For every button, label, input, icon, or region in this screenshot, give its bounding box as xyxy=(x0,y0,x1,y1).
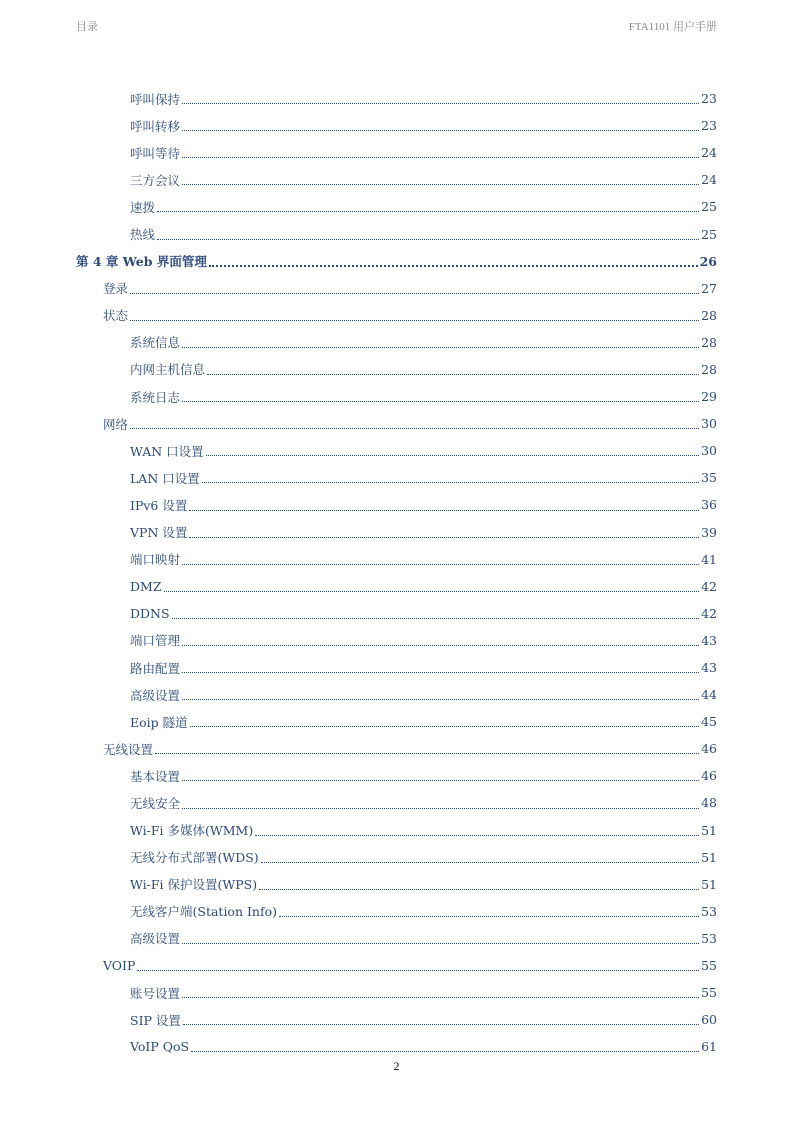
dot-leader xyxy=(182,698,699,700)
toc-entry[interactable] xyxy=(0,437,793,464)
toc-entry-title: 速拨 xyxy=(130,199,156,215)
dot-leader xyxy=(189,509,699,511)
dot-leader xyxy=(182,671,699,673)
toc-entry-page: 24 xyxy=(701,145,717,161)
toc-entry-title: 高级设置 xyxy=(130,931,181,947)
toc-entry-title: 路由配置 xyxy=(130,660,181,676)
table-of-contents xyxy=(0,85,793,1060)
toc-entry-title: Wi-Fi 保护设置(WPS) xyxy=(130,877,258,893)
dot-leader xyxy=(207,373,699,375)
toc-entry[interactable] xyxy=(0,789,793,816)
toc-entry-page: 43 xyxy=(701,632,717,648)
toc-entry-title: 高级设置 xyxy=(130,687,181,703)
toc-entry[interactable] xyxy=(0,979,793,1006)
toc-entry-title: WAN 口设置 xyxy=(130,443,204,459)
header-section-title: 目录 xyxy=(76,21,98,33)
dot-leader xyxy=(182,400,699,402)
toc-entry-page: 42 xyxy=(701,605,717,621)
toc-entry-page: 42 xyxy=(701,578,717,594)
toc-entry-title: 端口映射 xyxy=(130,552,181,568)
dot-leader xyxy=(182,807,699,809)
toc-entry[interactable] xyxy=(0,491,793,518)
toc-entry-title: 系统日志 xyxy=(130,389,181,405)
toc-entry-title: 网络 xyxy=(103,416,129,432)
page-number: 2 xyxy=(393,1059,400,1073)
toc-entry-page: 53 xyxy=(701,930,717,946)
toc-entry-title: 热线 xyxy=(130,227,156,243)
dot-leader xyxy=(206,454,699,456)
dot-leader xyxy=(183,1023,699,1025)
toc-entry-page: 46 xyxy=(701,741,717,757)
dot-leader xyxy=(182,102,699,104)
toc-entry[interactable] xyxy=(0,600,793,627)
toc-entry[interactable] xyxy=(0,329,793,356)
toc-entry-page: 43 xyxy=(701,660,717,676)
dot-leader xyxy=(182,183,699,185)
dot-leader xyxy=(261,861,699,863)
toc-entry-title: 系统信息 xyxy=(130,335,181,351)
dot-leader xyxy=(189,536,699,538)
toc-entry-page: 23 xyxy=(701,91,717,107)
toc-entry[interactable] xyxy=(0,275,793,302)
dot-leader xyxy=(164,590,700,592)
toc-entry-page: 48 xyxy=(701,795,717,811)
dot-leader xyxy=(255,834,699,836)
toc-entry[interactable] xyxy=(0,898,793,925)
toc-entry[interactable] xyxy=(0,708,793,735)
toc-entry-title: VoIP QoS xyxy=(130,1039,190,1055)
dot-leader xyxy=(137,969,699,971)
toc-entry-page: 51 xyxy=(701,822,717,838)
dot-leader xyxy=(209,264,698,267)
dot-leader xyxy=(155,752,699,754)
toc-entry[interactable] xyxy=(0,844,793,871)
dot-leader xyxy=(279,915,699,917)
toc-entry-page: 26 xyxy=(699,253,717,269)
toc-entry-title: DDNS xyxy=(130,605,170,621)
toc-entry[interactable] xyxy=(0,85,793,112)
dot-leader xyxy=(202,481,699,483)
toc-entry-page: 28 xyxy=(701,334,717,350)
dot-leader xyxy=(259,888,699,890)
dot-leader xyxy=(182,129,699,131)
toc-entry-page: 25 xyxy=(701,226,717,242)
toc-entry-title: 登录 xyxy=(103,281,129,297)
toc-entry-title: 状态 xyxy=(103,308,129,324)
toc-entry-page: 53 xyxy=(701,903,717,919)
toc-entry-page: 45 xyxy=(701,714,717,730)
toc-entry-title: 基本设置 xyxy=(130,768,181,784)
toc-entry-page: 51 xyxy=(701,876,717,892)
toc-entry[interactable] xyxy=(0,654,793,681)
toc-entry[interactable] xyxy=(0,166,793,193)
toc-entry-title: VPN 设置 xyxy=(130,525,188,541)
toc-entry-title: 账号设置 xyxy=(130,985,181,1001)
toc-entry-title: IPv6 设置 xyxy=(130,497,188,513)
toc-entry[interactable] xyxy=(0,410,793,437)
toc-entry-page: 51 xyxy=(701,849,717,865)
toc-entry-title: LAN 口设置 xyxy=(130,470,200,486)
toc-entry[interactable] xyxy=(0,302,793,329)
toc-entry-page: 28 xyxy=(701,307,717,323)
dot-leader xyxy=(130,427,699,429)
toc-entry[interactable] xyxy=(0,248,793,275)
dot-leader xyxy=(157,238,699,240)
toc-entry-page: 30 xyxy=(701,443,717,459)
toc-entry[interactable] xyxy=(0,1006,793,1033)
dot-leader xyxy=(190,725,699,727)
toc-entry-page: 30 xyxy=(701,416,717,432)
toc-entry-page: 61 xyxy=(701,1039,717,1055)
toc-entry[interactable] xyxy=(0,681,793,708)
toc-entry[interactable] xyxy=(0,762,793,789)
toc-entry-title: 无线客户端(Station Info) xyxy=(130,904,278,920)
toc-entry[interactable] xyxy=(0,220,793,247)
toc-entry-page: 27 xyxy=(701,280,717,296)
toc-entry-page: 28 xyxy=(701,361,717,377)
dot-leader xyxy=(182,644,699,646)
toc-entry[interactable] xyxy=(0,112,793,139)
dot-leader xyxy=(182,346,699,348)
dot-leader xyxy=(157,210,699,212)
dot-leader xyxy=(182,779,699,781)
toc-entry[interactable] xyxy=(0,139,793,166)
toc-entry[interactable] xyxy=(0,1033,793,1060)
toc-entry-page: 39 xyxy=(701,524,717,540)
toc-entry-title: VOIP xyxy=(103,958,136,974)
toc-entry-page: 60 xyxy=(701,1012,717,1028)
toc-entry[interactable] xyxy=(0,464,793,491)
toc-entry[interactable] xyxy=(0,573,793,600)
dot-leader xyxy=(172,617,700,619)
toc-entry-title: 无线安全 xyxy=(130,795,181,811)
toc-entry-page: 36 xyxy=(701,497,717,513)
toc-entry[interactable] xyxy=(0,356,793,383)
dot-leader xyxy=(182,563,699,565)
toc-entry-title: 呼叫等待 xyxy=(130,145,181,161)
toc-entry-title: SIP 设置 xyxy=(130,1012,181,1028)
dot-leader xyxy=(182,156,699,158)
toc-entry-title: 无线分布式部署(WDS) xyxy=(130,850,259,866)
toc-entry-page: 35 xyxy=(701,470,717,486)
toc-entry-title: 第 4 章 Web 界面管理 xyxy=(76,254,207,270)
toc-entry[interactable] xyxy=(0,546,793,573)
toc-entry[interactable] xyxy=(0,871,793,898)
toc-entry[interactable] xyxy=(0,383,793,410)
toc-entry-page: 41 xyxy=(701,551,717,567)
toc-entry[interactable] xyxy=(0,193,793,220)
toc-entry-title: 端口管理 xyxy=(130,633,181,649)
dot-leader xyxy=(191,1050,699,1052)
toc-entry-page: 29 xyxy=(701,389,717,405)
toc-entry[interactable] xyxy=(0,735,793,762)
toc-entry-page: 55 xyxy=(701,985,717,1001)
toc-entry[interactable] xyxy=(0,817,793,844)
toc-entry-title: 无线设置 xyxy=(103,741,154,757)
toc-entry-title: 呼叫转移 xyxy=(130,118,181,134)
toc-entry-page: 25 xyxy=(701,199,717,215)
toc-entry-title: DMZ xyxy=(130,578,162,594)
toc-entry-title: Wi-Fi 多媒体(WMM) xyxy=(130,823,254,839)
toc-entry-title: 三方会议 xyxy=(130,172,181,188)
dot-leader xyxy=(130,292,699,294)
toc-entry-page: 24 xyxy=(701,172,717,188)
dot-leader xyxy=(182,996,699,998)
toc-entry[interactable] xyxy=(0,952,793,979)
toc-entry[interactable] xyxy=(0,925,793,952)
toc-entry-title: 内网主机信息 xyxy=(130,362,206,378)
header-document-title: FTA1101 用户手册 xyxy=(628,21,717,33)
toc-entry[interactable] xyxy=(0,519,793,546)
dot-leader xyxy=(130,319,699,321)
dot-leader xyxy=(182,942,699,944)
toc-entry-page: 44 xyxy=(701,687,717,703)
toc-entry[interactable] xyxy=(0,627,793,654)
toc-entry-page: 23 xyxy=(701,118,717,134)
toc-entry-page: 55 xyxy=(701,958,717,974)
toc-entry-page: 46 xyxy=(701,768,717,784)
toc-entry-title: 呼叫保持 xyxy=(130,91,181,107)
toc-entry-title: Eoip 隧道 xyxy=(130,714,188,730)
